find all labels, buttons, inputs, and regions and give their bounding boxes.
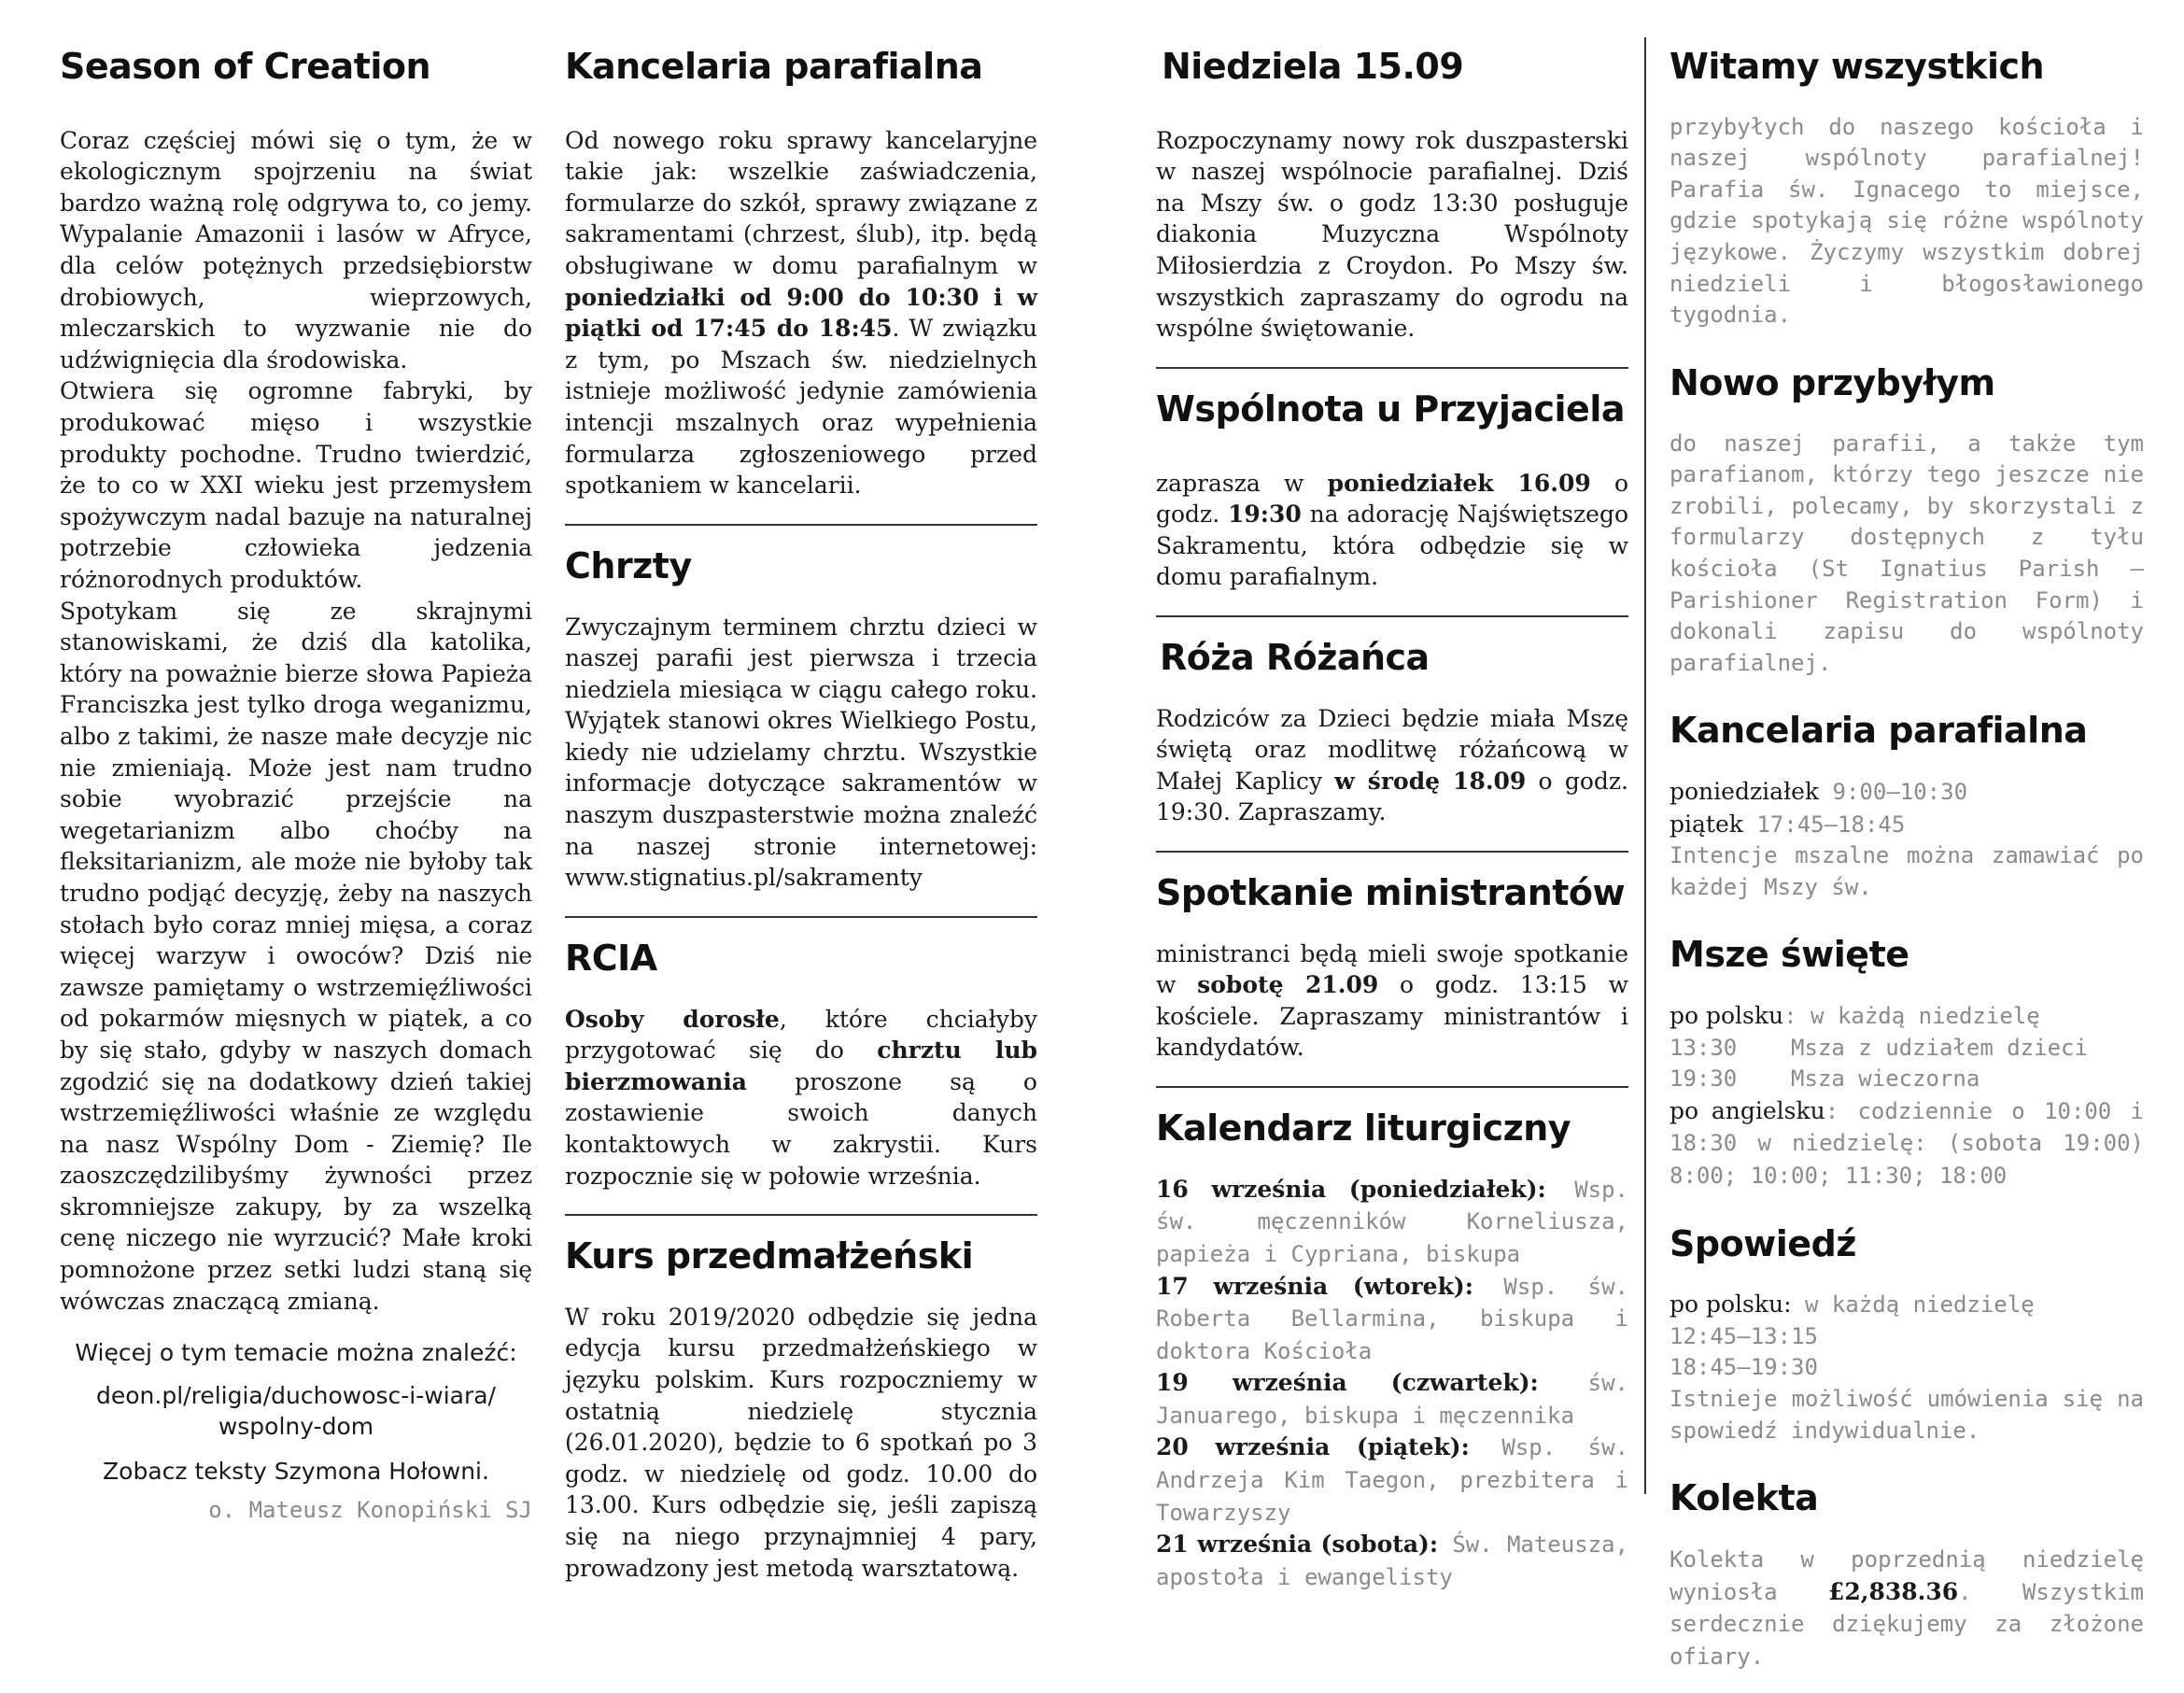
more-info-label: Więcej o tym temacie można znaleźć:: [75, 1339, 517, 1367]
section-title: Róża Różańca: [1160, 636, 1430, 678]
mass-line: po polsku: w każdą niedzielę: [1670, 1002, 2040, 1030]
section-kancelaria: [565, 47, 1037, 501]
paragraph: Spotykam się ze skrajnymi stanowiskami, że dziś dla katolika, który na poważnie bierze słowa Papieża Franciszka jest tylko droga weganizmu, albo z takimi, że nasze małe decyzje nic nie zmieniają. Może jest nam trudno sobie wyobrazić przejście na wegetarianizm albo choćby na fleksitarianizm, ale może nie byłoby tak trudno podjąć decyzję, żeby na naszych stołach było coraz mniej mięsa, a coraz więcej warzyw i owoców? Dziś nie zawsze pamiętamy o wstrzemięźliwości od pokarmów mięsnych w piątek, a co by się stało, gdyby w naszych domach zgodzić się na dodatkowy dzień takiej wstrzemięźliwości właśnie ze względu na nasz Wspólny Dom - Ziemię? Ile zaoszczędzilibyśmy żywności przez skromniejsze zakupy, by za wszelką cenę niczego nie wyrzucić? Małe kroki pomnożone przez setki ludzi staną się wówczas znaczącą zmianą.: [60, 597, 532, 1315]
section-title: RCIA: [565, 937, 657, 979]
paragraph: Coraz częściej mówi się o tym, że w ekologicznym spojrzeniu na świat bardzo ważną rolę odgrywa to, co jemy. Wypalanie Amazonii i lasów w Afryce, dla celów potężnych przedsiębiorstw drobiowych, wieprzowych, mleczarskich to wyzwanie nie do udźwignięcia dla środowiska.: [60, 126, 532, 374]
section-wspolnota: [1156, 389, 1628, 593]
section-ministranci: [1156, 873, 1628, 1064]
divider: [565, 916, 1037, 918]
calendar-entry: 21 września (sobota): Św. Mateusza, apostoła i ewangelisty: [1156, 1531, 1628, 1590]
section-title: Msze święte: [1670, 934, 1909, 976]
section-kurs: [565, 1236, 1037, 1584]
section-title: Wspólnota u Przyjaciela: [1156, 388, 1625, 430]
divider: [1156, 1086, 1628, 1088]
note: Intencje mszalne można zamawiać po każdej Mszy św.: [1670, 842, 2144, 900]
divider: [1156, 851, 1628, 853]
column-divider: [1644, 37, 1646, 1494]
paragraph: Rozpoczynamy nowy rok duszpasterski w naszej wspólnocie parafialnej. Dziś na Mszy św. o godz 13:30 posługuje diakonia Muzyczna Wspólnoty Miłosierdzia z Croydon. Po Mszy św. wszystkich zapraszamy do ogrodu na wspólne świętowanie.: [1156, 126, 1628, 343]
section-witamy: [1670, 47, 2144, 332]
link-line[interactable]: wspolny-dom: [218, 1413, 374, 1441]
calendar-entry: 17 września (wtorek): Wsp. św. Roberta Bellarmina, biskupa i doktora Kościoła: [1156, 1272, 1629, 1364]
paragraph: do naszej parafii, a także tym parafianom, którzy tego jeszcze nie zrobili, polecamy, by skorzystali z formularzy dostępnych z tyłu kościoła (St Ignatius Parish – Parishioner Registration Form) i dokonali zapisu do wspólnoty parafialnej.: [1670, 430, 2144, 676]
section-title: Kancelaria parafialna: [565, 46, 983, 87]
calendar-entry: 16 września (poniedziałek): Wsp. św. męczenników Korneliusza, papieża i Cypriana, biskupa: [1156, 1175, 1629, 1267]
confession-time: 18:45–19:30: [1670, 1354, 1818, 1381]
section-title: Kolekta: [1670, 1477, 1819, 1519]
section-title: Spowiedź: [1670, 1222, 1856, 1264]
section-nowo: [1670, 363, 2144, 679]
section-kancelaria-hours: [1670, 711, 2144, 903]
author: o. Mateusz Konopiński SJ: [208, 1496, 532, 1523]
hours-line: piątek 17:45–18:45: [1670, 810, 1906, 838]
column-announcements: [1156, 47, 1628, 1614]
note: Istnieje możliwość umówienia się na spowiedź indywidualnie.: [1670, 1386, 2144, 1444]
column-parish-info: [565, 47, 1037, 1604]
paragraph: Od nowego roku sprawy kancelaryjne takie jak: wszelkie zaświadczenia, formularze do szkół, sprawy związane z sakramentami (chrzest, ślub), itp. będą obsługiwane w domu parafialnym w poniedziałki od 9:00 do 10:30 i w piątki od 17:45 do 18:45. W związku z tym, po Mszach św. niedzielnych istnieje możliwość jedynie zamówienia intencji mszalnych oraz wypełnienia formularza zgłoszeniowego przed spotkaniem w kancelarii.: [565, 126, 1037, 500]
divider: [565, 524, 1037, 526]
paragraph: Rodziców za Dzieci będzie miała Mszę świętą oraz modlitwę różańcową w Małej Kaplicy w środę 18.09 o godz. 19:30. Zapraszamy.: [1156, 704, 1628, 826]
paragraph: przybyłych do naszego kościoła i naszej wspólnoty parafialnej! Parafia św. Ignacego to miejsce, gdzie spotykają się różne wspólnoty językowe. Życzymy wszystkim dobrej niedzieli i błogosławionego tygodnia.: [1670, 113, 2144, 329]
divider: [1156, 615, 1628, 617]
section-title: Spotkanie ministrantów: [1156, 871, 1626, 913]
calendar-entry: 19 września (czwartek): św. Januarego, biskupa i męczennika: [1156, 1369, 1628, 1429]
section-title: Season of Creation: [60, 46, 431, 87]
section-kolekta: [1670, 1478, 2144, 1672]
mass-time: 13:30 Msza z udziałem dzieci: [1670, 1034, 2088, 1061]
hours-line: poniedziałek 9:00–10:30: [1670, 777, 1968, 805]
section-title: Kancelaria parafialna: [1670, 710, 2088, 752]
divider: [565, 1214, 1037, 1216]
column-season-of-creation: [60, 47, 532, 1526]
paragraph: zaprasza w poniedziałek 16.09 o godz. 19:30 na adorację Najświętszego Sakramentu, która odbędzie się w domu parafialnym.: [1156, 469, 1629, 591]
section-msze: [1670, 935, 2144, 1192]
column-parish-schedule: [1670, 47, 2144, 1693]
link-line[interactable]: deon.pl/religia/duchowosc-i-wiara/: [96, 1381, 496, 1409]
mass-time: 19:30 Msza wieczorna: [1670, 1065, 1980, 1093]
calendar-entry: 20 września (piątek): Wsp. św. Andrzeja Kim Taegon, prezbitera i Towarzyszy: [1156, 1433, 1629, 1526]
section-chrzty: [565, 546, 1037, 894]
section-niedziela: [1156, 47, 1628, 345]
paragraph: Otwiera się ogromne fabryki, by produkować mięso i wszystkie produkty pochodne. Trudno twierdzić, że to co w XXI wieku jest przemysłem spożywczym nadal bazuje na naturalnej potrzebie człowieka jedzenia różnorodnych produktów.: [60, 377, 532, 593]
section-title: Kalendarz liturgiczny: [1156, 1108, 1571, 1150]
paragraph: Zwyczajnym terminem chrztu dzieci w naszej parafii jest pierwsza i trzecia niedziela miesiąca w ciągu całego roku. Wyjątek stanowi okres Wielkiego Postu, kiedy nie udzielamy chrztu. Wszystkie informacje dotyczące sakramentów w naszym duszpasterstwie można znaleźć na naszej stronie internetowej: www.stignatius.pl/sakramenty: [565, 613, 1037, 892]
confession-time: 12:45–13:15: [1670, 1322, 1818, 1349]
calendar-list: [1156, 1174, 1628, 1594]
paragraph: W roku 2019/2020 odbędzie się jedna edycja kursu przedmałżeńskiego w języku polskim. Kurs rozpoczniemy w ostatnią niedzielę stycznia (26.01.2020), będzie to 6 spotkań po 3 godz. w niedzielę od godz. 10.00 do 13.00. Kurs odbędzie się, jeśli zapiszą się na niego przynajmniej 4 pary, prowadzony jest metodą warsztatową.: [565, 1303, 1037, 1582]
confession-line: po polsku: w każdą niedzielę: [1670, 1291, 2035, 1319]
section-rcia: [565, 938, 1037, 1192]
paragraph: Kolekta w poprzednią niedzielę wyniosła £2,838.36. Wszystkim serdecznie dziękujemy za złożone ofiary.: [1670, 1545, 2144, 1670]
section-title: Niedziela 15.09: [1162, 46, 1464, 87]
mass-line: po angielsku: codziennie o 10:00 i 18:30 w niedzielę: (sobota 19:00) 8:00; 10:00; 11:30; 18:00: [1670, 1096, 2144, 1189]
section-title: Witamy wszystkich: [1670, 46, 2045, 87]
section-title: Kurs przedmałżeński: [565, 1235, 974, 1277]
section-kalendarz: [1156, 1108, 1628, 1593]
section-title: Chrzty: [565, 544, 692, 586]
section-spowiedz: [1670, 1224, 2144, 1447]
paragraph: Osoby dorosłe, które chciałyby przygotować się do chrztu lub bierzmowania proszone są o zostawienie swoich danych kontaktowych w zakrystii. Kurs rozpocznie się w połowie września.: [565, 1005, 1037, 1190]
section-roza: [1156, 638, 1628, 828]
section-title: Nowo przybyłym: [1670, 361, 1995, 403]
divider: [1156, 367, 1628, 369]
see-also: Zobacz teksty Szymona Hołowni.: [103, 1458, 489, 1486]
paragraph: ministranci będą mieli swoje spotkanie w sobotę 21.09 o godz. 13:15 w kościele. Zapraszamy ministrantów i kandydatów.: [1156, 939, 1628, 1062]
